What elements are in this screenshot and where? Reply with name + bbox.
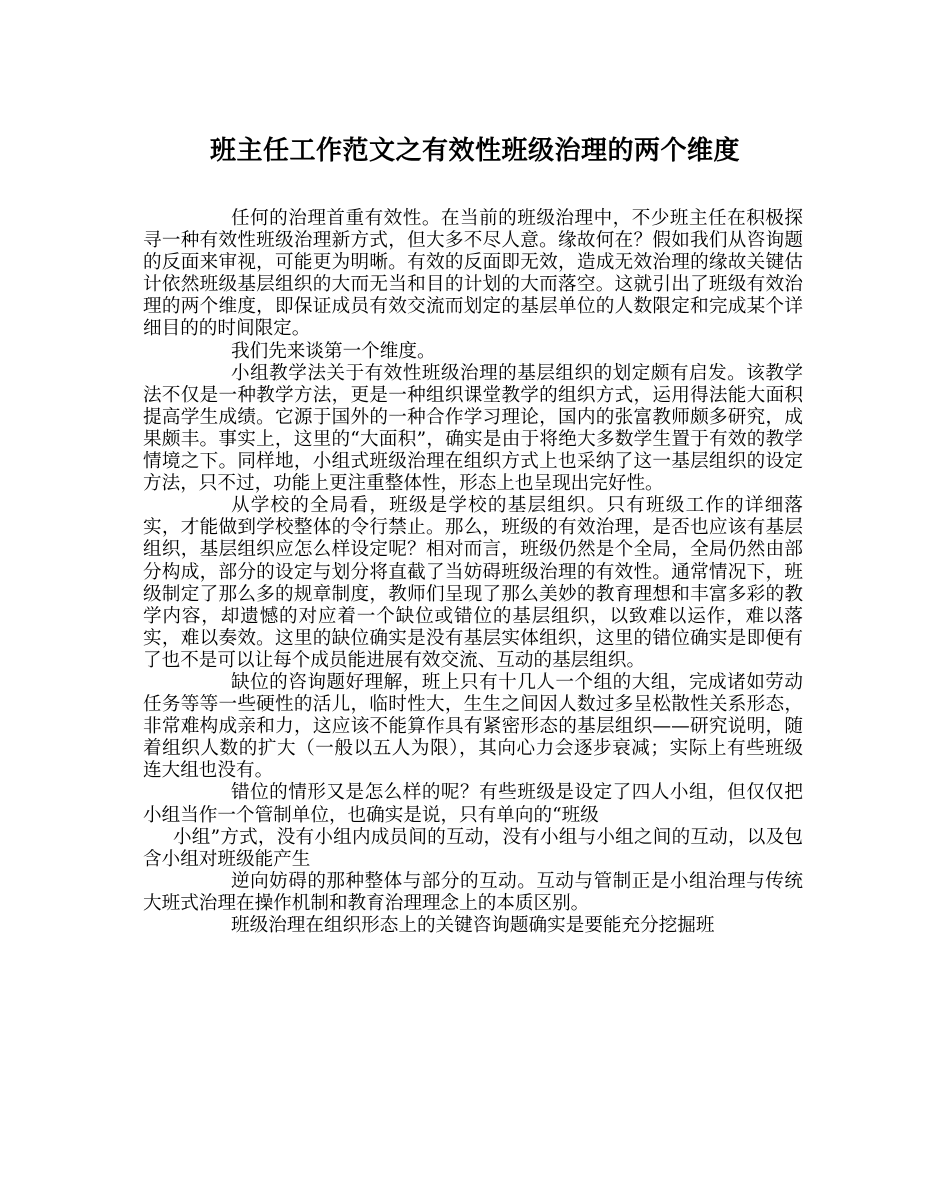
paragraph: 小组教学法关于有效性班级治理的基层组织的划定颇有启发。该教学法不仅是一种教学方法，更是一种组织课堂教学的组织方式，运用得法能大面积提高学生成绩。它源于国外的一种合作学习理论，国内的张富教师颇多研究，成果颇丰。事实上，这里的“大面积”，确实是由于将绝大多数学生置于有效的教学情境之下。同样地，小组式班级治理在组织方式上也采纳了这一基层组织的设定方法，只不过，功能上更注重整体性，形态上也呈现出完好性。 — [143, 362, 803, 495]
paragraph: 缺位的咨询题好理解，班上只有十几人一个组的大组，完成诸如劳动任务等等一些硬性的活儿，临时性大，生生之间因人数过多呈松散性关系形态，非常难构成亲和力，这应该不能算作具有紧密形态的基层组织——研究说明，随着组织人数的扩大（一般以五人为限），其向心力会逐步衰减；实际上有些班级连大组也没有。 — [143, 671, 803, 782]
paragraph: 逆向妨碍的那种整体与部分的互动。互动与管制正是小组治理与传统大班式治理在操作机制和教育治理理念上的本质区别。 — [143, 870, 803, 914]
paragraph: 从学校的全局看，班级是学校的基层组织。只有班级工作的详细落实，才能做到学校整体的令行禁止。那么，班级的有效治理，是否也应该有基层组织，基层组织应怎么样设定呢？相对而言，班级仍然是个全局，全局仍然由部分构成，部分的设定与划分将直截了当妨碍班级治理的有效性。通常情况下，班级制定了那么多的规章制度，教师们呈现了那么美妙的教育理想和丰富多彩的教学内容，却遗憾的对应着一个缺位或错位的基层组织，以致难以运作，难以落实，难以奏效。这里的缺位确实是没有基层实体组织，这里的错位确实是即便有了也不是可以让每个成员能进展有效交流、互动的基层组织。 — [143, 495, 803, 671]
paragraph: 小组”方式，没有小组内成员间的互动，没有小组与小组之间的互动，以及包含小组对班级能产生 — [143, 826, 803, 870]
paragraph: 错位的情形又是怎么样的呢？有些班级是设定了四人小组，但仅仅把小组当作一个管制单位，也确实是说，只有单向的“班级 — [143, 782, 803, 826]
paragraph: 我们先来谈第一个维度。 — [231, 340, 436, 362]
document-body — [143, 208, 803, 937]
paragraph: 任何的治理首重有效性。在当前的班级治理中，不少班主任在积极探寻一种有效性班级治理新方式，但大多不尽人意。缘故何在？假如我们从咨询题的反面来审视，可能更为明晰。有效的反面即无效，造成无效治理的缘故关键估计依然班级基层组织的大而无当和目的计划的大而落空。这就引出了班级有效治理的两个维度，即保证成员有效交流而划定的基层单位的人数限定和完成某个详细目的的时间限定。 — [143, 208, 803, 340]
paragraph: 班级治理在组织形态上的关键咨询题确实是要能充分挖掘班 — [231, 915, 715, 936]
document-title: 班主任工作范文之有效性班级治理的两个维度 — [209, 136, 740, 166]
